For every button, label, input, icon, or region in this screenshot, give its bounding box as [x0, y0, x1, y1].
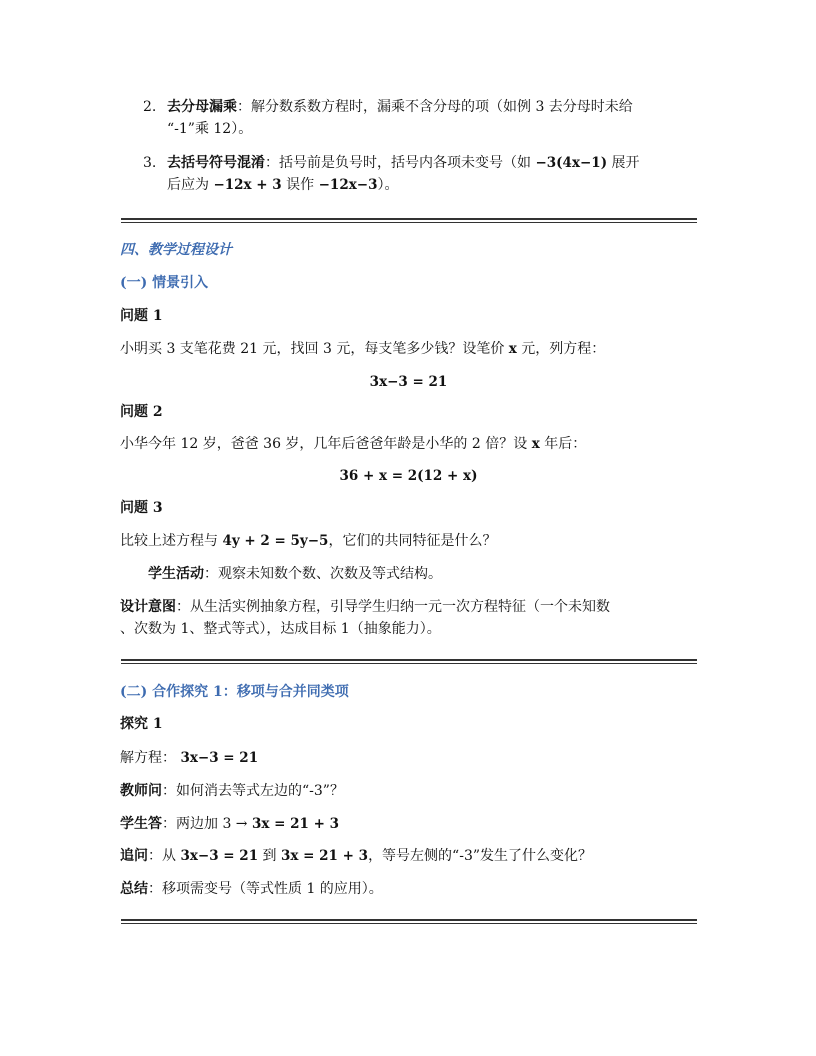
equation: 3x−3 = 21: [369, 374, 448, 390]
question-body: 年后：: [539, 436, 587, 452]
question-label: 问题 3: [120, 500, 163, 516]
follow-up-question: [120, 846, 592, 866]
error-item-2-line-2: “-1”乘 12）。: [167, 121, 253, 137]
activity-label: 学生活动: [148, 566, 204, 582]
question-body: 比较上述方程与: [120, 533, 223, 549]
summary-label: 总结: [120, 881, 148, 897]
error-text: 后应为: [167, 177, 214, 193]
error-text: 展开: [607, 155, 640, 171]
question-text: [120, 531, 496, 551]
subsection-heading: (二) 合作探究 1：移项与合并同类项: [120, 684, 349, 700]
error-text: 误作: [281, 177, 319, 193]
question-text: [120, 339, 605, 359]
question-body: ，它们的共同特征是什么？: [328, 533, 497, 549]
question-body: 元，列方程：: [516, 341, 606, 357]
student-label: 学生答: [120, 816, 162, 832]
summary-text: ：移项需变号（等式性质 1 的应用）。: [148, 881, 383, 897]
error-text: ）。: [377, 177, 399, 193]
summary: [120, 879, 383, 899]
intent-text: ：从生活实例抽象方程，引导学生归纳一元一次方程特征（一个未知数: [176, 599, 610, 615]
student-activity: [148, 564, 442, 584]
math-expression: 3x = 21 + 3: [281, 848, 369, 864]
explore-label: 探究 1: [120, 716, 163, 732]
teacher-label: 教师问: [120, 783, 162, 799]
solve-text: 解方程：: [120, 750, 181, 766]
error-item-2-line-1: [167, 97, 633, 117]
math-expression: −12x−3: [318, 177, 378, 193]
student-answer: [120, 814, 339, 834]
error-item-3-line-2: [167, 175, 398, 195]
question-label: 问题 2: [120, 404, 163, 420]
subsection-heading: (一) 情景引入: [120, 275, 209, 291]
error-title: 去分母漏乘: [167, 99, 237, 115]
question-text: [120, 434, 586, 454]
error-item-3-line-1: [167, 153, 640, 173]
section-divider: [121, 659, 697, 664]
error-text: ：解分数系数方程时，漏乘不含分母的项（如例 3 去分母时未给: [237, 99, 633, 115]
list-number: 2.: [143, 99, 157, 115]
error-title: 去括号符号混淆: [167, 155, 265, 171]
design-intent-line-2: 、次数为 1、整式等式），达成目标 1（抽象能力）。: [120, 621, 441, 637]
teacher-question: [120, 781, 344, 801]
teacher-text: ：如何消去等式左边的“-3”？: [162, 783, 344, 799]
followup-text: 到: [258, 848, 282, 864]
error-text: ：括号前是负号时，括号内各项未变号（如: [265, 155, 536, 171]
math-expression: 4y + 2 = 5y−5: [222, 533, 329, 549]
math-expression: −3(4x−1): [535, 155, 608, 171]
intent-label: 设计意图: [120, 599, 176, 615]
math-expression: 3x = 21 + 3: [252, 816, 340, 832]
math-expression: 3x−3 = 21: [180, 750, 259, 766]
design-intent-line-1: [120, 597, 610, 617]
followup-text: ，等号左侧的“-3”发生了什么变化？: [368, 848, 593, 864]
section-divider: [121, 919, 697, 924]
section-heading: 四、教学过程设计: [120, 242, 232, 258]
question-body: 小华今年 12 岁，爸爸 36 岁，几年后爸爸年龄是小华的 2 倍？设: [120, 436, 532, 452]
question-label: 问题 1: [120, 308, 163, 324]
section-divider: [121, 218, 697, 223]
math-variable: x: [508, 341, 517, 357]
followup-text: ：从: [148, 848, 181, 864]
math-expression: −12x + 3: [213, 177, 282, 193]
student-text: ：两边加 3 →: [162, 816, 252, 832]
activity-text: ：观察未知数个数、次数及等式结构。: [204, 566, 442, 582]
equation: 36 + x = 2(12 + x): [339, 468, 478, 484]
solve-line: [120, 748, 258, 768]
question-body: 小明买 3 支笔花费 21 元，找回 3 元，每支笔多少钱？设笔价: [120, 341, 509, 357]
followup-label: 追问: [120, 848, 148, 864]
math-expression: 3x−3 = 21: [180, 848, 259, 864]
math-variable: x: [531, 436, 540, 452]
list-number: 3.: [143, 155, 157, 171]
